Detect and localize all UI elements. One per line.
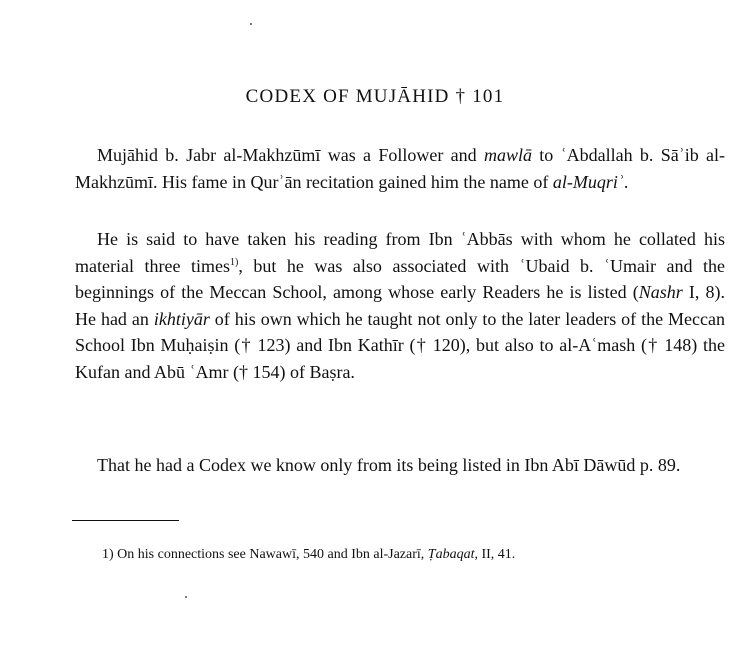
page-heading: CODEX OF MUJĀHID † 101 (245, 86, 505, 107)
text-run: 1) On his connections see Nawawī, 540 and Ibn al-Jazarī, (102, 547, 428, 562)
text-run: , but he was also associated with ʿUbaid b. ʿUmair and the beginnings of the Meccan School, among whose early Readers he is listed ( (75, 255, 726, 302)
text-run: to ʿAbdallah b. Sāʾib al-Makhzūmī. His fame in Qurʾān recitation gained him the name of (75, 145, 725, 192)
text-run: , II, 41. (474, 547, 516, 562)
text-run: Mujāhid b. Jabr al-Makhzūmī was a Follower and (97, 145, 484, 165)
text-run: I, 8). He had an (75, 282, 726, 329)
print-speck (185, 596, 187, 598)
print-speck (250, 23, 252, 25)
paragraph-1 (75, 142, 725, 195)
paragraph-3 (75, 452, 725, 479)
text-run: He is said to have taken his reading from Ibn ʿAbbās with whom he collated his material three times (75, 229, 725, 276)
italic-term: Nashr (638, 282, 683, 302)
italic-term: Ṭabaqat (427, 547, 475, 562)
footnote-separator (72, 520, 179, 521)
text-run: of his own which he taught not only to the later leaders of the Meccan School Ibn Muḥaiṣin († 123) and Ibn Kathīr († 120), but also to al-Aʿmash († 148) the Kufan and Abū ʿAmr († 154) of Baṣra. (75, 308, 726, 382)
footnote-marker: 1) (230, 256, 239, 268)
italic-term: al-Muqriʾ (552, 171, 624, 192)
italic-term: ikhtiyār (153, 308, 210, 329)
paragraph-2 (75, 226, 725, 385)
text-run: That he had a Codex we know only from its being listed in Ibn Abī Dāwūd p. 89. (97, 455, 681, 475)
italic-term: mawlā (483, 145, 532, 165)
text-run: . (623, 171, 629, 192)
footnote (102, 546, 515, 564)
